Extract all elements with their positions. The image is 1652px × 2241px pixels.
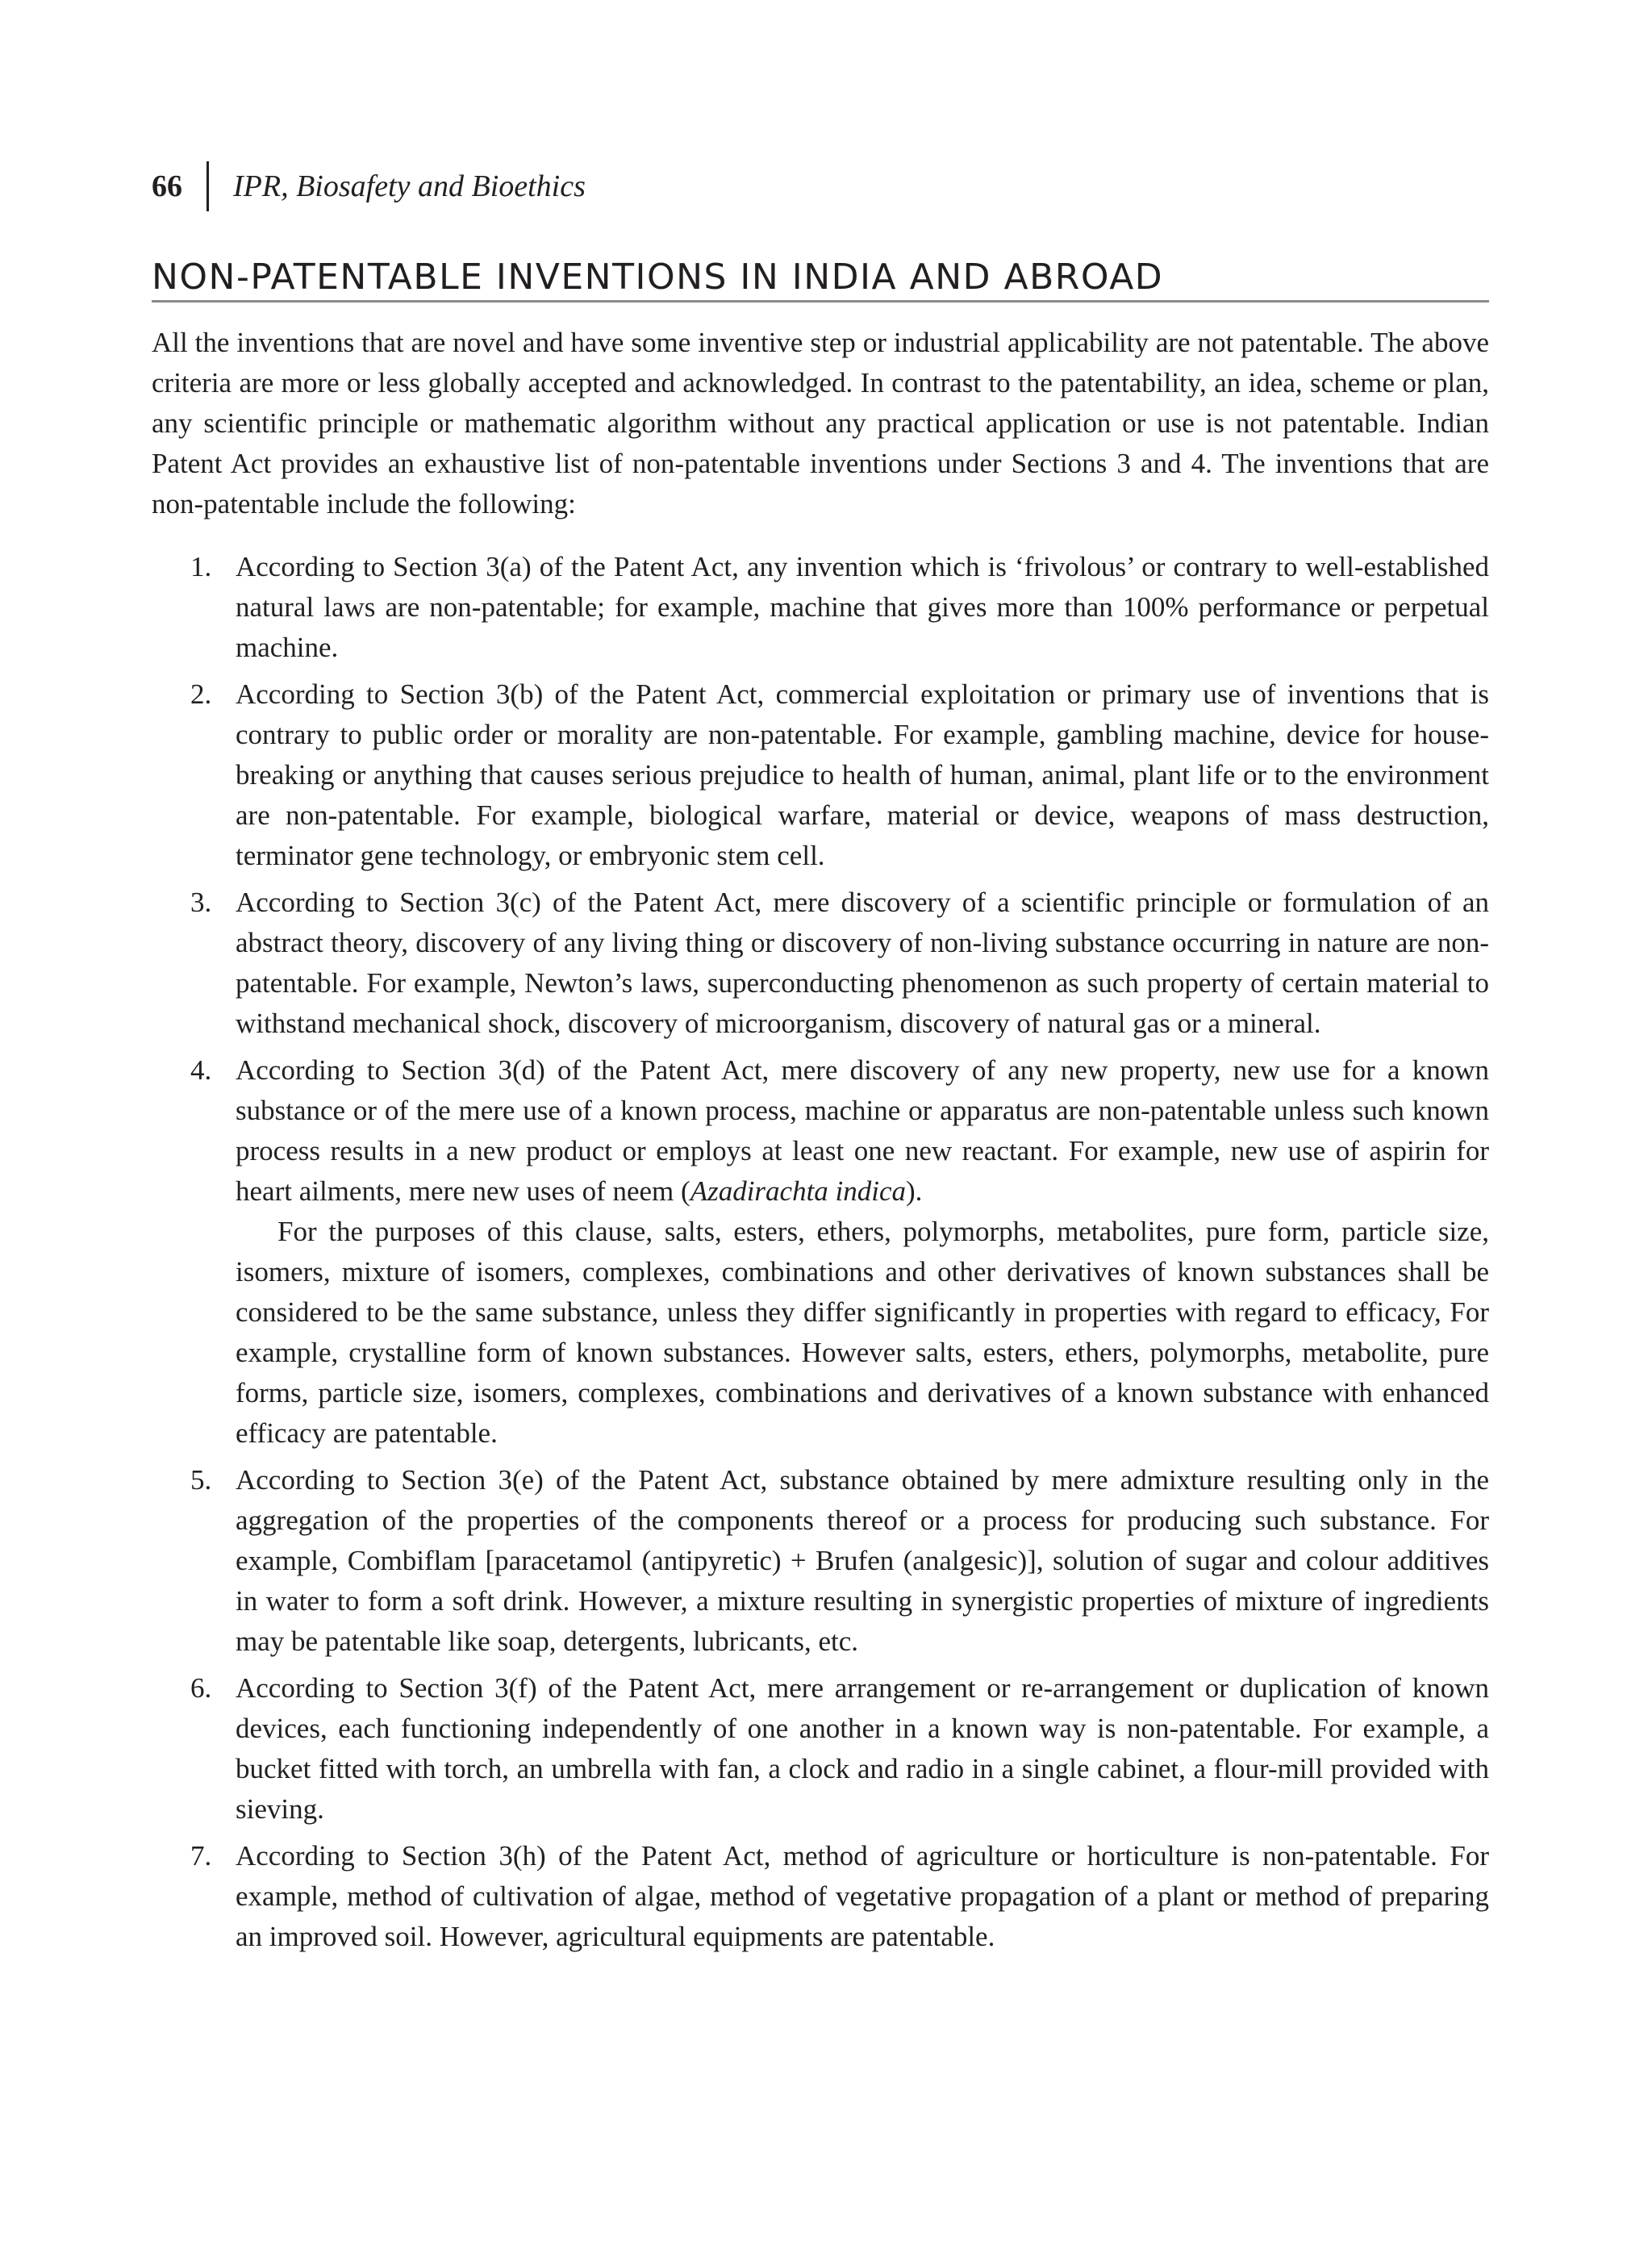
list-item xyxy=(152,1668,1489,1830)
list-item-text-part: According to Section 3(d) of the Patent Act, mere discovery of any new property, new use for a known substance or of the mere use of a known process, machine or apparatus are non-patentable unless such known process results in a new product or employs at least one new reactant. For example, new use of aspirin for heart ailments, mere new uses of neem ( xyxy=(236,1054,1489,1207)
list-item xyxy=(152,1836,1489,1957)
list-item-text: According to Section 3(h) of the Patent Act, method of agriculture or horticulture is non-patentable. For example, method of cultivation of algae, method of vegetative propagation of a plant or method of preparing an improved soil. However, agricultural equipments are patentable. xyxy=(236,1840,1489,1952)
list-item-text: According to Section 3(f) of the Patent Act, mere arrangement or re-arrangement or duplication of known devices, each functioning independently of one another in a known way is non-patentable. For example, a bucket fitted with torch, an umbrella with fan, a clock and radio in a single cabinet, a flour-mill provided with sieving. xyxy=(236,1672,1489,1825)
list-item-number: 6. xyxy=(190,1672,212,1704)
running-title: IPR, Biosafety and Bioethics xyxy=(233,169,586,203)
list-item xyxy=(152,883,1489,1044)
list-item-number: 3. xyxy=(190,887,212,918)
list-item-text: According to Section 3(b) of the Patent Act, commercial exploitation or primary use of inventions that is contrary to public order or morality are non-patentable. For example, gambling machine, device for house-breaking or anything that causes serious prejudice to health of human, animal, plant life or to the environment are non-patentable. For example, biological warfare, material or device, weapons of mass destruction, terminator gene technology, or embryonic stem cell. xyxy=(236,678,1489,871)
list-item xyxy=(152,547,1489,668)
list-item-number: 5. xyxy=(190,1464,212,1496)
list-item-text: According to Section 3(e) of the Patent Act, substance obtained by mere admixture resulting only in the aggregation of the properties of the components thereof or a process for producing such substance. For example, Combiflam [paracetamol (antipyretic) + Brufen (analgesic)], solution of sugar and colour additives in water to form a soft drink. However, a mixture resulting in synergistic properties of mixture of ingredients may be patentable like soap, detergents, lubricants, etc. xyxy=(236,1464,1489,1657)
heading-underline xyxy=(152,300,1489,303)
list-item xyxy=(152,674,1489,876)
list-item-number: 7. xyxy=(190,1840,212,1872)
list-item xyxy=(152,1460,1489,1662)
list-item-text: According to Section 3(c) of the Patent Act, mere discovery of a scientific principle or formulation of an abstract theory, discovery of any living thing or discovery of non-living substance occurring in nature are non-patentable. For example, Newton’s laws, superconducting phenomenon as such property of certain material to withstand mechanical shock, discovery of microorganism, discovery of natural gas or a mineral. xyxy=(236,887,1489,1039)
list-item-text xyxy=(236,1050,1489,1212)
page-header xyxy=(152,158,586,215)
list-item-number: 1. xyxy=(190,551,212,582)
list-item xyxy=(152,1050,1489,1454)
header-divider xyxy=(206,161,209,211)
list-item-text: According to Section 3(a) of the Patent Act, any invention which is ‘frivolous’ or contrary to well-established natural laws are non-patentable; for example, machine that gives more than 100% performance or perpetual machine. xyxy=(236,551,1489,663)
intro-paragraph: All the inventions that are novel and have some inventive step or industrial applicability are not patentable. The above criteria are more or less globally accepted and acknowledged. In contrast to the patentability, an idea, scheme or plan, any scientific principle or mathematic algorithm without any practical application or use is not patentable. Indian Patent Act provides an exhaustive list of non-patentable inventions under Sections 3 and 4. The inventions that are non-patentable include the following: xyxy=(152,327,1489,520)
list-item-number: 2. xyxy=(190,678,212,710)
page-body xyxy=(152,323,1489,1963)
list-item-number: 4. xyxy=(190,1054,212,1086)
section-heading: NON-PATENTABLE INVENTIONS IN INDIA AND ABROAD xyxy=(152,257,1164,298)
page-number: 66 xyxy=(152,169,182,203)
non-patentable-list xyxy=(152,547,1489,1957)
list-item-subparagraph: For the purposes of this clause, salts, esters, ethers, polymorphs, metabolites, pure form, particle size, isomers, mixture of isomers, complexes, combinations and other derivatives of known substances shall be considered to be the same substance, unless they differ significantly in properties with regard to efficacy, For example, crystalline form of known substances. However salts, esters, ethers, polymorphs, metabolite, pure forms, particle size, isomers, complexes, combinations and derivatives of a known substance with enhanced efficacy are patentable. xyxy=(236,1216,1489,1449)
species-name: Azadirachta indica xyxy=(690,1175,907,1207)
list-item-text-part: ). xyxy=(906,1175,923,1207)
